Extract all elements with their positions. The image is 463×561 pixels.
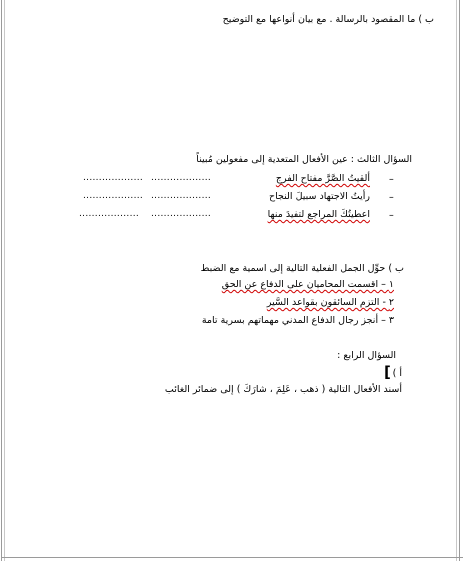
question-3b-item-1-text: ١ – اقسمت المحاميان على الدفاع عن الحق xyxy=(221,279,394,290)
answer-dots-2b: ................... xyxy=(83,191,144,201)
question-3-item-3 xyxy=(268,209,370,221)
answer-dots-1b: ................... xyxy=(83,173,144,183)
question-3-title: السؤال الثالث : عين الأفعال المتعدية إلى مفعولين مُبيناً xyxy=(196,154,412,165)
page-border-left xyxy=(1,0,2,561)
document-page xyxy=(1,0,462,561)
answer-dots-3b: ................... xyxy=(79,209,140,219)
question-3b-item-3: ٣ – أنجز رجال الدفاع المدني مهماتهم بسرية تامة xyxy=(201,315,394,326)
page-border-bottom xyxy=(1,557,463,558)
answer-dots-3a: ................... xyxy=(151,209,212,219)
question-3-item-3-text: اعطيتُكَ المراجع لتفيدَ منها xyxy=(267,209,370,220)
question-4-part-a: أ ) xyxy=(392,368,402,379)
bullet-1: – xyxy=(389,174,394,185)
page-border-right-inner xyxy=(456,0,457,561)
answer-dots-1a: ................... xyxy=(151,173,212,183)
question-4-part-a-text: أسند الأفعال التالية ( ذهب ، عَلِمَ ، شارَكَ ) إلى ضمائر الغائب xyxy=(164,384,402,395)
question-3-item-1-text: ألقيتُ الصَّرَّ مفتاح الفرج xyxy=(275,173,370,184)
text-cursor-bracket: [ xyxy=(384,363,391,381)
answer-dots-2a: ................... xyxy=(151,191,212,201)
page-border-right xyxy=(459,0,460,561)
bullet-2: – xyxy=(389,192,394,203)
question-3b-title: ب ) حوِّل الجمل الفعلية التالية إلى اسمية مع الضبط xyxy=(200,263,404,274)
bullet-3: – xyxy=(389,210,394,221)
question-3b-item-2-text: ٢ - التزم السائقون بقواعد السَّير xyxy=(266,297,394,308)
question-3-item-2: رأيتُ الاجتهاد سبيلَ النجاح xyxy=(268,191,370,202)
question-3b-item-2 xyxy=(267,297,394,309)
question-3-item-1 xyxy=(276,173,370,185)
question-3b-item-1 xyxy=(222,279,394,291)
page-border-left-inner xyxy=(4,0,5,561)
question-2b-text: ب ) ما المقصود بالرسالة . مع بيان أنواعها مع التوضيح xyxy=(222,14,434,25)
question-4-title: السؤال الرابع : xyxy=(337,350,396,361)
